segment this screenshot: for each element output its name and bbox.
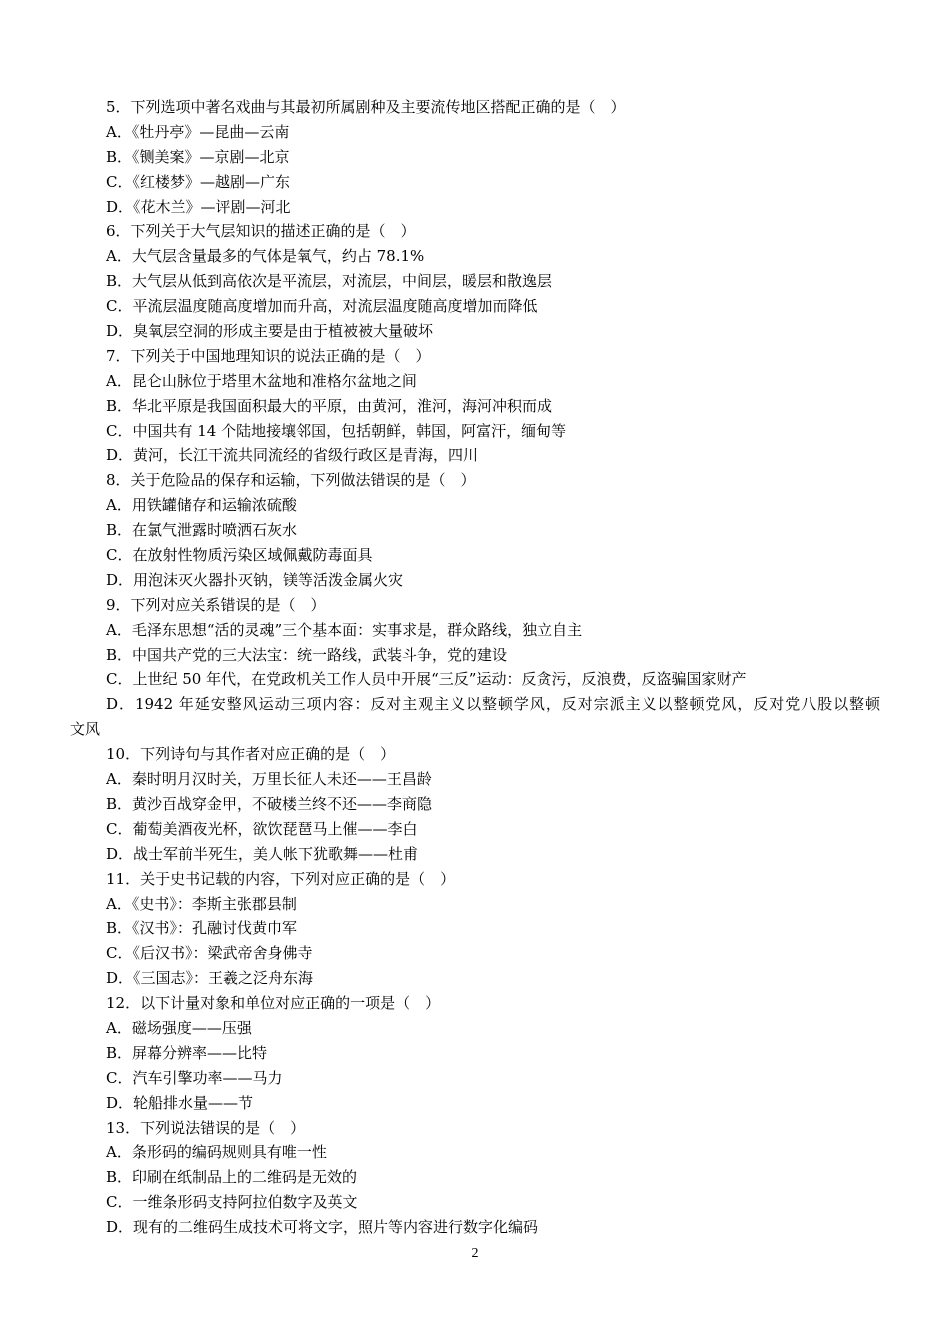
option-d: D．现有的二维码生成技术可将文字，照片等内容进行数字化编码 xyxy=(106,1218,539,1237)
option-c: C．在放射性物质污染区域佩戴防毒面具 xyxy=(106,546,373,565)
question-stem: 10．下列诗句与其作者对应正确的是（ ） xyxy=(106,745,396,764)
option-c: C．一维条形码支持阿拉伯数字及英文 xyxy=(106,1193,358,1212)
option-b: B．黄沙百战穿金甲，不破楼兰终不还——李商隐 xyxy=(106,794,433,813)
option-c: C．葡萄美酒夜光杯，欲饮琵琶马上催——李白 xyxy=(106,819,418,838)
option-b: B．屏幕分辨率——比特 xyxy=(106,1043,268,1062)
option-a: A．昆仑山脉位于塔里木盆地和准格尔盆地之间 xyxy=(106,371,417,390)
question-stem: 12．以下计量对象和单位对应正确的一项是（ ） xyxy=(106,994,441,1013)
question-stem: 9．下列对应关系错误的是（ ） xyxy=(106,595,326,614)
question-stem: 6．下列关于大气层知识的描述正确的是（ ） xyxy=(106,222,416,241)
question-stem: 13．下列说法错误的是（ ） xyxy=(106,1118,306,1137)
option-a: A．大气层含量最多的气体是氧气，约占 78.1% xyxy=(106,247,425,266)
option-d: D．1942 年延安整风运动三项内容：反对主观主义以整顿学风，反对宗派主义以整顿党风，反对党八股以整顿 xyxy=(106,695,880,714)
option-b: B．华北平原是我国面积最大的平原，由黄河，淮河，海河冲积而成 xyxy=(106,396,553,415)
option-a: A．《史书》：李斯主张郡县制 xyxy=(106,894,297,913)
question-stem: 8．关于危险品的保存和运输，下列做法错误的是（ ） xyxy=(106,471,476,490)
option-c: C．汽车引擎功率——马力 xyxy=(106,1068,283,1087)
question-stem: 7．下列关于中国地理知识的说法正确的是（ ） xyxy=(106,346,431,365)
option-b: B．中国共产党的三大法宝：统一路线，武装斗争，党的建设 xyxy=(106,645,508,664)
option-b: B．《汉书》：孔融讨伐黄巾军 xyxy=(106,919,298,938)
option-a: A．《牡丹亭》—昆曲—云南 xyxy=(106,122,290,141)
option-d: D．黄河，长江干流共同流经的省级行政区是青海，四川 xyxy=(106,446,479,465)
option-c: C．中国共有 14 个陆地接壤邻国，包括朝鲜，韩国，阿富汗，缅甸等 xyxy=(106,421,567,440)
question-stem: 11．关于史书记载的内容，下列对应正确的是（ ） xyxy=(106,869,456,888)
option-d: D．臭氧层空洞的形成主要是由于植被被大量破坏 xyxy=(106,322,434,341)
option-c: C．平流层温度随高度增加而升高，对流层温度随高度增加而降低 xyxy=(106,297,538,316)
option-c: C．《后汉书》：梁武帝舍身佛寺 xyxy=(106,944,313,963)
option-d: D．《三国志》：王羲之泛舟东海 xyxy=(106,969,314,988)
option-b: B．《铡美案》—京剧—北京 xyxy=(106,147,290,166)
question-list xyxy=(70,95,880,1240)
question-stem: 5．下列选项中著名戏曲与其最初所属剧种及主要流传地区搭配正确的是（ ） xyxy=(106,98,626,116)
option-a: A．磁场强度——压强 xyxy=(106,1018,252,1037)
option-c: C．《红楼梦》—越剧—广东 xyxy=(106,172,290,191)
option-a: A．条形码的编码规则具有唯一性 xyxy=(106,1143,327,1162)
option-d: D．用泡沫灭火器扑灭钠，镁等活泼金属火灾 xyxy=(106,570,404,589)
option-d-continuation: 文风 xyxy=(70,720,101,739)
option-a: A．用铁罐储存和运输浓硫酸 xyxy=(106,496,297,515)
option-d: D．《花木兰》—评剧—河北 xyxy=(106,197,291,216)
option-b: B．在氯气泄露时喷洒石灰水 xyxy=(106,521,298,540)
option-d: D．轮船排水量——节 xyxy=(106,1093,254,1112)
option-a: A．秦时明月汉时关，万里长征人未还——王昌龄 xyxy=(106,770,432,789)
option-b: B．大气层从低到高依次是平流层，对流层，中间层，暖层和散逸层 xyxy=(106,272,553,291)
option-d: D．战士军前半死生，美人帐下犹歌舞——杜甫 xyxy=(106,844,419,863)
option-c: C．上世纪 50 年代，在党政机关工作人员中开展“三反”运动：反贪污，反浪费，反盗骗国家财产 xyxy=(106,670,747,689)
option-a: A．毛泽东思想“活的灵魂”三个基本面：实事求是，群众路线，独立自主 xyxy=(106,620,583,639)
page-number: 2 xyxy=(471,1246,479,1261)
option-b: B．印刷在纸制品上的二维码是无效的 xyxy=(106,1168,358,1187)
